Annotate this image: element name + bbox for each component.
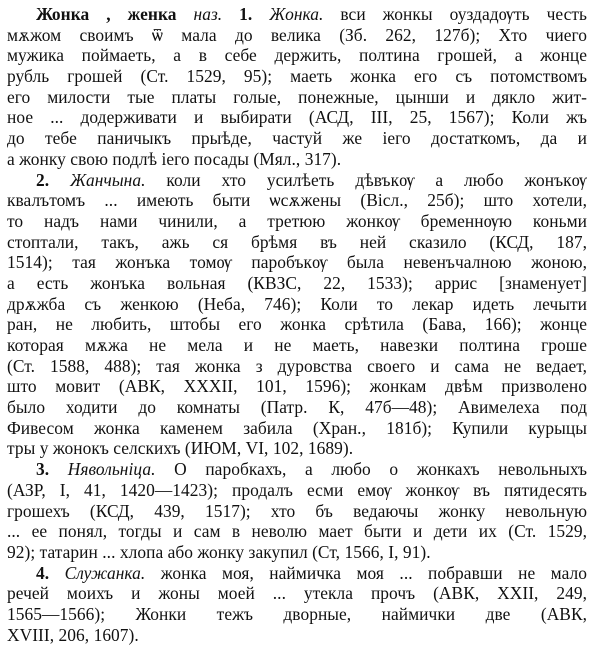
headword: Жонка , женка bbox=[36, 4, 177, 24]
part-of-speech: наз. bbox=[193, 4, 223, 24]
entry-line: тры у жонокъ селскихъ (ИЮМ, VI, 102, 1689). bbox=[7, 438, 354, 459]
sense-number: 4. bbox=[36, 562, 50, 583]
sense-number: 3. bbox=[36, 459, 50, 480]
entry-line: квалътомъ ... имеють быти ѡсѫжены (Вісл., 25б); што хотели, bbox=[7, 190, 587, 211]
sense-text: О паробкахъ, а любо о жонкахъ невольныхъ bbox=[155, 459, 587, 480]
sense-label: Жанчына. bbox=[70, 169, 146, 190]
entry-line: што мовит (АВК, XXXII, 101, 1596); жонкам двѣм призволено bbox=[7, 376, 587, 397]
entry-line: Фивесом жонка каменем забила (Хран., 181б); Купили курыцы bbox=[7, 417, 587, 438]
entry-line bbox=[7, 459, 587, 480]
sense-text: вси жонкы оуздадѹть честь bbox=[323, 4, 587, 24]
entry-line bbox=[7, 4, 587, 25]
sense-label: Служанка. bbox=[64, 562, 146, 583]
sense-label: Нявольніца. bbox=[67, 459, 156, 480]
sense-label: Жонка. bbox=[269, 4, 324, 24]
entry-line: до тебе паничыкъ прыѣде, частуй же іего достаткомъ, да и bbox=[7, 128, 587, 149]
entry-line: ное ... додерживати и выбирати (АСД, III, 25, 1567); Коли жъ bbox=[7, 107, 587, 128]
entry-line bbox=[7, 563, 587, 584]
entry-line: его милости тые платы голые, понежные, цынши и дякло жит- bbox=[7, 86, 587, 107]
entry-line: а есть жонъка вольная (КВЗС, 22, 1533); аррис [знаменует] bbox=[7, 272, 587, 293]
sense-text: коли хто усилѣеть дѣвъкѹ а любо жонъкѹ bbox=[145, 169, 587, 190]
entry-line: мѫжом своимъ ѿ мала до велика (Зб. 262, 127б); Хто чиего bbox=[7, 24, 587, 45]
entry-line: грошехъ (КСД, 439, 1517); хто бъ ведаючы жонку невольную bbox=[7, 500, 587, 521]
entry-line: дрѫжба съ женкою (Неба, 746); Коли то лекар идеть лечыти bbox=[7, 293, 587, 314]
entry-line: (Ст. 1588, 488); тая жонка з дуровства своего и сама не ведает, bbox=[7, 355, 587, 376]
entry-line: а жонку свою подлѣ іего посады (Мял., 317). bbox=[7, 148, 342, 169]
entry-line: речей моихъ и жоны моей ... утекла прочъ (АВК, XXII, 249, bbox=[7, 583, 587, 604]
entry-line: мужика поймаеть, а в себе держить, полтина грошей, а жонце bbox=[7, 45, 587, 66]
entry-line: которая мѫжа не мела и не маеть, навезки полтина гроше bbox=[7, 335, 587, 355]
sense-number: 1. bbox=[239, 4, 253, 24]
entry-line: 1514); тая жонъка томѹ паробъкѹ была невенъчалною жоною, bbox=[7, 252, 587, 273]
entry-line: то надъ нами чинили, а третюю жонкѹ бременнѹю коньми bbox=[7, 210, 587, 231]
entry-line bbox=[7, 170, 587, 191]
entry-line: 1565—1566); Жонки тежъ дворные, наймички две (АВК, bbox=[7, 603, 587, 624]
entry-line: стоптали, такъ, ажь ся брѣмя въ ней сказило (КСД, 187, bbox=[7, 231, 587, 252]
entry-line: ... ее понял, тогды и сам в неволю мает быти и дети их (Ст. 1529, bbox=[7, 521, 587, 542]
entry-line: (АЗР, I, 41, 1420—1423); продалъ есми емѹ жонкѹ въ пятидесять bbox=[7, 479, 587, 500]
entry-line: ран, не любить, штобы его жонка срѣтила (Бава, 166); жонце bbox=[7, 314, 587, 335]
entry-line: 92); татарин ... хлопа або жонку закупил (Ст, 1566, I, 91). bbox=[7, 541, 431, 562]
entry-line: XVIII, 206, 1607). bbox=[7, 624, 139, 645]
entry-line: было ходити до комнаты (Патр. К, 47б—48); Авимелеха под bbox=[7, 397, 587, 418]
sense-text: жонка моя, наймичка моя ... побравши не мало bbox=[145, 562, 587, 583]
entry-line: рубль грошей (Ст. 1529, 95); маеть жонка его съ потомствомъ bbox=[7, 66, 587, 87]
sense-number: 2. bbox=[36, 169, 50, 190]
